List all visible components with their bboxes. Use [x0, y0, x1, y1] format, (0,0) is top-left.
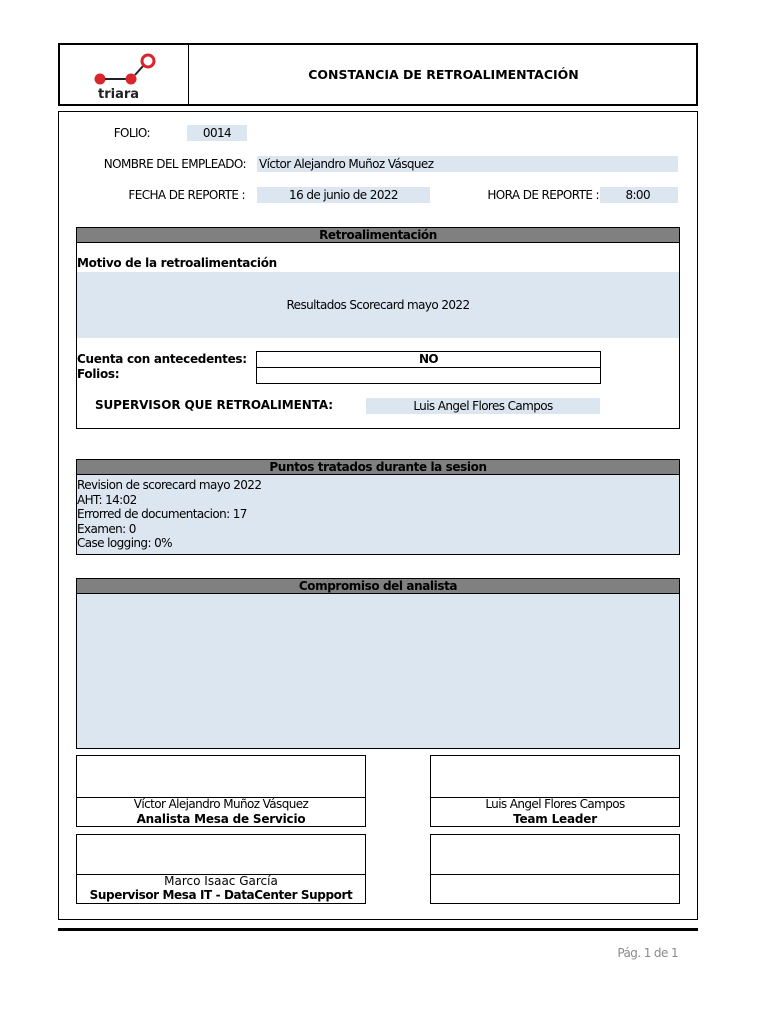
leader-role: Team Leader — [513, 812, 597, 826]
points-line: Case logging: 0% — [77, 536, 172, 550]
points-section-header: Puntos tratados durante la sesion — [76, 459, 680, 475]
header — [58, 43, 698, 106]
employee-field: Víctor Alejandro Muñoz Vásquez — [257, 156, 678, 172]
supervisor-field: Luis Angel Flores Campos — [366, 398, 600, 414]
analyst-name: Víctor Alejandro Muñoz Vásquez — [133, 797, 309, 811]
triara-logo-icon — [90, 50, 160, 86]
antecedents-field: NO — [256, 351, 601, 368]
supervisor-name: Marco Isaac García — [164, 874, 278, 888]
points-list — [77, 478, 261, 551]
time-label: HORA DE REPORTE : — [487, 188, 599, 202]
points-line: Errorred de documentacion: 17 — [77, 507, 247, 521]
antecedents-label: Cuenta con antecedentes: — [77, 352, 247, 366]
logo-text: triara — [98, 87, 140, 102]
retro-section-header: Retroalimentación — [76, 227, 680, 243]
points-line: Revision de scorecard mayo 2022 — [77, 478, 262, 492]
signature-divider — [431, 874, 679, 875]
signature-box-analyst — [76, 755, 366, 827]
commitment-section-header: Compromiso del analista — [76, 578, 680, 594]
folio-field: 0014 — [187, 125, 247, 141]
page-number: Pág. 1 de 1 — [617, 946, 678, 960]
page-title: CONSTANCIA DE RETROALIMENTACIÓN — [308, 67, 579, 82]
logo-cell — [60, 45, 189, 104]
folio-label: FOLIO: — [113, 126, 150, 140]
signature-box-supervisor — [76, 834, 366, 904]
supervisor-label: SUPERVISOR QUE RETROALIMENTA: — [95, 398, 333, 412]
leader-name: Luis Angel Flores Campos — [485, 797, 625, 811]
points-line: AHT: 14:02 — [77, 492, 137, 507]
signature-box-leader — [430, 755, 680, 827]
date-field: 16 de junio de 2022 — [257, 187, 430, 203]
folios-label: Folios: — [77, 367, 120, 381]
motive-label: Motivo de la retroalimentación — [77, 256, 277, 270]
date-label: FECHA DE REPORTE : — [128, 188, 245, 202]
folios-field — [256, 367, 601, 384]
signature-box-empty — [430, 834, 680, 904]
supervisor-role: Supervisor Mesa IT - DataCenter Support — [89, 888, 353, 902]
time-field: 8:00 — [600, 187, 678, 203]
points-line: Examen: 0 — [77, 521, 136, 536]
commitment-section — [76, 578, 680, 749]
motive-field: Resultados Scorecard mayo 2022 — [77, 272, 679, 338]
analyst-role: Analista Mesa de Servicio — [136, 812, 306, 826]
footer-rule — [58, 928, 698, 931]
employee-label: NOMBRE DEL EMPLEADO: — [103, 157, 246, 171]
